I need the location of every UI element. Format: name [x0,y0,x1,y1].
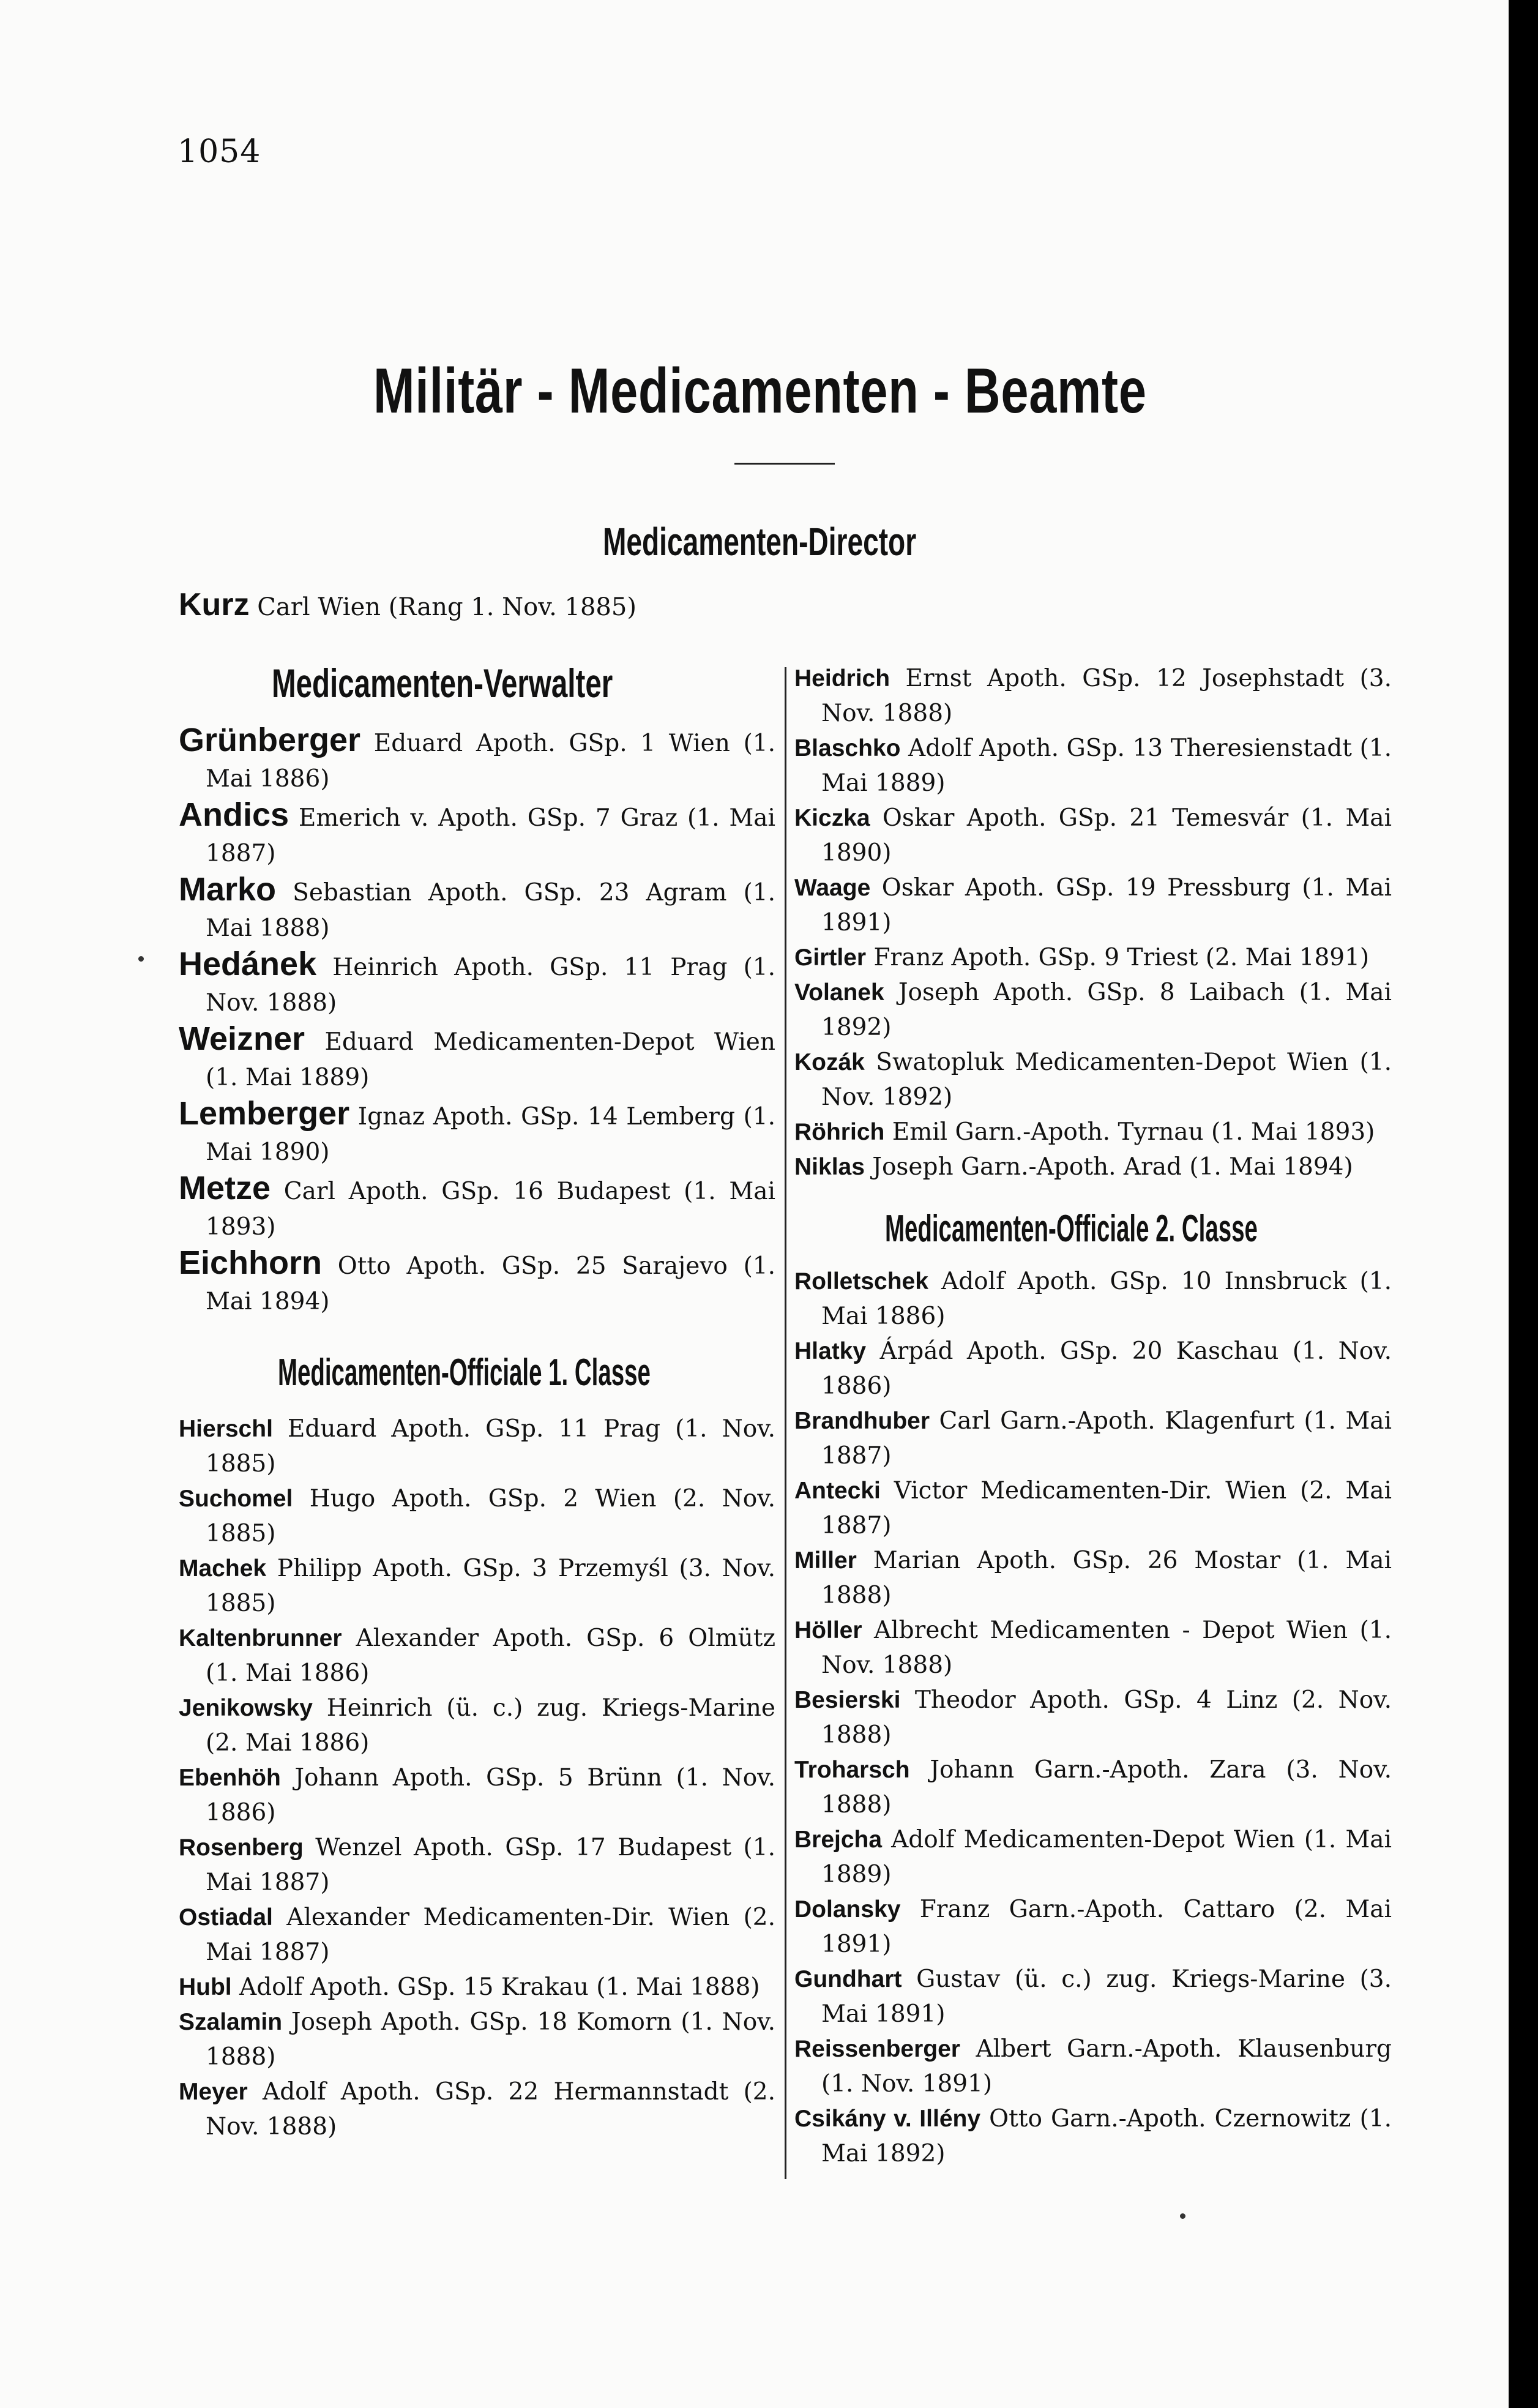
list-item [179,2074,775,2144]
list-item [179,1760,775,1830]
list-item [179,1970,775,2005]
director-entry [179,586,636,623]
entry-details: Adolf Apoth. GSp. 10 Innsbruck (1. Mai 1886) [821,1268,1392,1330]
page-title: Militär - Medicamenten - Beamte [373,356,1147,427]
list-item [794,1115,1392,1150]
entry-details: Johann Garn.-Apoth. Zara (3. Nov. 1888) [821,1756,1392,1819]
entry-details: Carl Wien (Rang 1. Nov. 1885) [257,593,636,621]
list-item [179,872,775,946]
entry-name: Weizner [179,1020,305,1057]
entry-name: Rosenberg [179,1834,304,1861]
list-item [179,722,775,797]
list-item [179,2005,775,2074]
entry-details: Heinrich (ü. c.) zug. Kriegs-Marine (2. Mai 1886) [206,1694,775,1757]
entry-name: Kozák [794,1049,865,1075]
list-item [794,1473,1392,1543]
entry-details: Emerich v. Apoth. GSp. 7 Graz (1. Mai 1887) [206,804,775,867]
entry-details: Carl Garn.-Apoth. Klagenfurt (1. Mai 1887) [821,1407,1392,1470]
entry-name: Hedánek [179,946,317,982]
entry-details: Hugo Apoth. GSp. 2 Wien (2. Nov. 1885) [206,1485,775,1547]
officiale1-heading: Medicamenten-Officiale 1. Classe [278,1352,651,1394]
list-item [179,1021,775,1096]
entry-name: Miller [794,1547,857,1574]
entry-name: Reissenberger [794,2036,960,2062]
right-column [794,661,1392,2171]
list-item [794,801,1392,870]
entry-details: Swatopluk Medicamenten-Depot Wien (1. Nov. 1892) [821,1049,1392,1111]
entry-name: Szalamin [179,2009,283,2035]
list-item [179,1900,775,1970]
entry-name: Röhrich [794,1119,885,1145]
print-speck [1180,2213,1185,2219]
entry-name: Csikány v. Illény [794,2106,981,2132]
entry-name: Volanek [794,979,884,1006]
entry-name: Brejcha [794,1827,883,1853]
entry-name: Waage [794,875,871,901]
entry-details: Ignaz Apoth. GSp. 14 Lemberg (1. Mai 1890) [206,1103,775,1166]
entry-details: Adolf Apoth. GSp. 13 Theresienstadt (1. Mai 1889) [821,735,1392,797]
officiale1-list-left [179,1412,775,2144]
entry-name: Marko [179,871,277,908]
list-item [179,1691,775,1760]
list-item [179,1621,775,1691]
entry-name: Girtler [794,944,867,971]
entry-name: Rolletschek [794,1268,928,1295]
entry-details: Albert Garn.-Apoth. Klausenburg (1. Nov. 1891) [821,2035,1392,2098]
entry-name: Metze [179,1170,271,1206]
entry-details: Carl Apoth. GSp. 16 Budapest (1. Mai 1893) [206,1178,775,1241]
entry-name: Kiczka [794,805,870,831]
entry-details: Oskar Apoth. GSp. 21 Temesvár (1. Mai 1890) [821,804,1392,867]
list-item [179,1551,775,1621]
entry-details: Oskar Apoth. GSp. 19 Pressburg (1. Mai 1891) [821,874,1392,937]
entry-details: Joseph Apoth. GSp. 18 Komorn (1. Nov. 1888) [206,2008,775,2071]
entry-details: Gustav (ü. c.) zug. Kriegs-Marine (3. Mai 1891) [821,1965,1392,2028]
list-item [794,870,1392,940]
entry-details: Eduard Apoth. GSp. 11 Prag (1. Nov. 1885) [206,1415,775,1478]
officiale1-list-right [794,661,1392,1184]
left-column [179,661,775,2144]
list-item [794,1892,1392,1962]
entry-details: Otto Garn.-Apoth. Czernowitz (1. Mai 1892) [821,2105,1392,2167]
entry-name: Hlatky [794,1338,867,1364]
entry-details: Alexander Medicamenten-Dir. Wien (2. Mai 1887) [206,1904,775,1966]
entry-name: Gundhart [794,1966,902,1992]
entry-details: Wenzel Apoth. GSp. 17 Budapest (1. Mai 1887) [206,1834,775,1896]
entry-name: Suchomel [179,1486,293,1512]
entry-details: Adolf Apoth. GSp. 22 Hermannstadt (2. Nov. 1888) [206,2078,775,2141]
verwalter-list [179,722,775,1320]
entry-details: Theodor Apoth. GSp. 4 Linz (2. Nov. 1888) [821,1686,1392,1749]
entry-details: Sebastian Apoth. GSp. 23 Agram (1. Mai 1888) [206,879,775,942]
page-number: 1054 [177,133,261,170]
entry-name: Jenikowsky [179,1695,313,1721]
list-item [179,1170,775,1245]
list-item [179,946,775,1021]
list-item [794,1822,1392,1892]
list-item [794,1543,1392,1613]
entry-details: Otto Apoth. GSp. 25 Sarajevo (1. Mai 1894) [206,1252,775,1315]
list-item [179,1481,775,1551]
entry-details: Joseph Garn.-Apoth. Arad (1. Mai 1894) [864,1153,1353,1181]
print-speck [138,956,144,962]
officiale2-list [794,1264,1392,2171]
entry-details: Franz Apoth. GSp. 9 Triest (2. Mai 1891) [866,944,1370,971]
entry-details: Emil Garn.-Apoth. Tyrnau (1. Mai 1893) [884,1118,1375,1146]
list-item [179,1245,775,1320]
entry-name: Grünberger [179,722,361,758]
list-item [179,1096,775,1170]
list-item [794,1150,1392,1184]
entry-details: Adolf Apoth. GSp. 15 Krakau (1. Mai 1888) [231,1973,760,2001]
entry-name: Kaltenbrunner [179,1625,342,1651]
officiale1-heading-row [179,1320,775,1412]
list-item [179,1412,775,1481]
entry-name: Hubl [179,1974,232,2000]
entry-name: Meyer [179,2079,248,2105]
entry-name: Blaschko [794,735,901,761]
list-item [794,1045,1392,1115]
entry-details: Árpád Apoth. GSp. 20 Kaschau (1. Nov. 1886) [821,1337,1392,1400]
entry-name: Antecki [794,1478,881,1504]
entry-details: Heinrich Apoth. GSp. 11 Prag (1. Nov. 1888) [206,954,775,1017]
list-item [794,661,1392,731]
entry-name: Troharsch [794,1757,910,1783]
scan-border [1509,0,1538,2408]
entry-details: Eduard Medicamenten-Depot Wien (1. Mai 1889) [206,1028,775,1091]
entry-details: Philipp Apoth. GSp. 3 Przemyśl (3. Nov. 1885) [206,1555,775,1617]
verwalter-heading-row [179,661,775,722]
entry-details: Franz Garn.-Apoth. Cattaro (2. Mai 1891) [821,1896,1392,1958]
entry-name: Besierski [794,1687,901,1713]
entry-name: Machek [179,1555,267,1582]
entry-details: Ernst Apoth. GSp. 12 Josephstadt (3. Nov. 1888) [821,665,1392,727]
entry-name: Kurz [179,587,250,623]
list-item [179,797,775,872]
entry-name: Dolansky [794,1896,901,1923]
entry-details: Adolf Medicamenten-Depot Wien (1. Mai 1889) [821,1826,1392,1888]
entry-name: Ebenhöh [179,1765,281,1791]
list-item [794,940,1392,975]
director-heading: Medicamenten-Director [603,520,917,564]
list-item [794,2101,1392,2171]
list-item [179,1830,775,1900]
list-item [794,1962,1392,2032]
entry-name: Brandhuber [794,1408,930,1434]
entry-details: Joseph Apoth. GSp. 8 Laibach (1. Mai 1892) [821,979,1392,1041]
entry-details: Alexander Apoth. GSp. 6 Olmütz (1. Mai 1886) [206,1625,775,1687]
entry-name: Andics [179,796,289,833]
list-item [794,731,1392,801]
list-item [794,1752,1392,1822]
entry-details: Albrecht Medicamenten - Depot Wien (1. Nov. 1888) [821,1617,1392,1679]
entry-name: Hierschl [179,1416,273,1442]
entry-details: Marian Apoth. GSp. 26 Mostar (1. Mai 1888) [821,1547,1392,1609]
list-item [794,1264,1392,1334]
entry-details: Johann Apoth. GSp. 5 Brünn (1. Nov. 1886) [206,1764,775,1827]
entry-name: Heidrich [794,665,890,692]
column-divider [785,667,786,2179]
entry-details: Victor Medicamenten-Dir. Wien (2. Mai 1887) [821,1477,1392,1539]
officiale2-heading-row [794,1184,1392,1264]
list-item [794,2032,1392,2101]
list-item [794,1334,1392,1404]
list-item [794,1683,1392,1752]
entry-name: Lemberger [179,1095,350,1132]
list-item [794,1404,1392,1473]
entry-name: Eichhorn [179,1244,323,1281]
list-item [794,975,1392,1045]
entry-name: Niklas [794,1154,865,1180]
entry-name: Ostiadal [179,1904,273,1931]
list-item [794,1613,1392,1683]
title-divider [734,463,835,465]
entry-name: Höller [794,1617,862,1643]
entry-details: Eduard Apoth. GSp. 1 Wien (1. Mai 1886) [206,730,775,793]
verwalter-heading: Medicamenten-Verwalter [272,660,613,706]
officiale2-heading: Medicamenten-Officiale 2. Classe [885,1208,1258,1250]
